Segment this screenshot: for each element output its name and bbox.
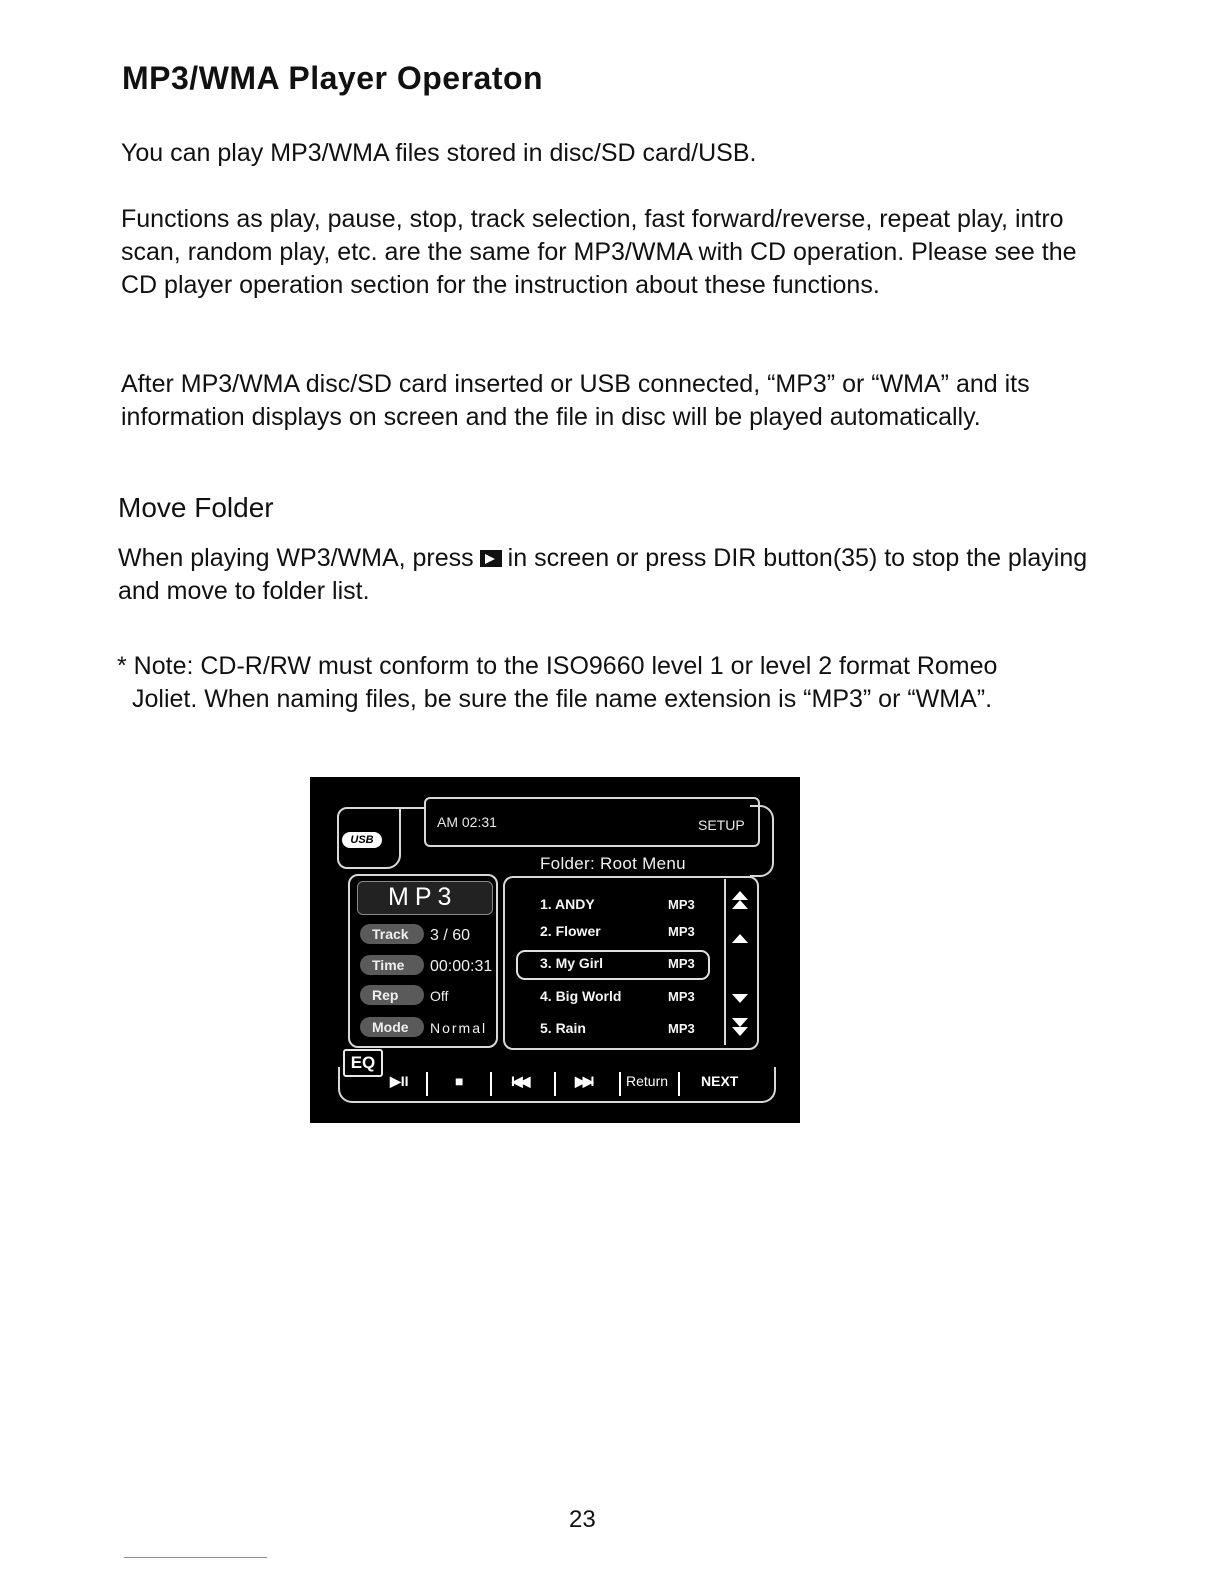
format-label: MP3 (388, 883, 458, 911)
page-up-icon[interactable] (731, 891, 749, 909)
move-folder-paragraph (118, 542, 1108, 608)
player-screen (310, 777, 800, 1123)
list-item[interactable]: 1. ANDY (540, 896, 595, 912)
control-separator (554, 1072, 556, 1096)
control-separator (490, 1072, 492, 1096)
page-title: MP3/WMA Player Operaton (122, 60, 544, 96)
intro-paragraph: You can play MP3/WMA files stored in disc/SD card/USB. (121, 139, 757, 167)
note-paragraph (117, 650, 1117, 716)
track-label: Track (360, 924, 424, 944)
list-item[interactable]: 3. My Girl (540, 955, 604, 971)
folder-title: Folder: Root Menu (540, 854, 686, 873)
next-page-button[interactable]: NEXT (701, 1073, 739, 1089)
track-value: 3 / 60 (430, 927, 471, 944)
list-item[interactable]: 5. Rain (540, 1020, 586, 1036)
move-folder-text-after: in screen or press DIR button(35) to stop the playing and move to folder list. (118, 544, 1088, 605)
previous-track-button[interactable]: I◀◀ (511, 1073, 528, 1089)
list-item-type: MP3 (668, 956, 695, 971)
clock: AM 02:31 (437, 814, 497, 830)
page-number: 23 (569, 1506, 596, 1533)
stop-button[interactable]: ■ (455, 1073, 464, 1089)
repeat-value: Off (430, 988, 449, 1004)
next-track-button[interactable]: ▶▶I (575, 1073, 592, 1089)
time-value: 00:00:31 (430, 958, 493, 975)
setup-button[interactable]: SETUP (698, 817, 745, 833)
scroll-down-icon[interactable] (731, 994, 749, 1012)
scrollbar-divider (724, 879, 726, 1045)
list-item[interactable]: 2. Flower (540, 923, 601, 939)
list-item-type: MP3 (668, 897, 695, 912)
dir-icon (480, 550, 502, 567)
note-line-1: * Note: CD-R/RW must conform to the ISO9660 level 1 or level 2 format Romeo (117, 652, 998, 680)
usb-badge: USB (342, 832, 382, 848)
footer-rule (124, 1557, 267, 1558)
frame-connector (397, 807, 424, 809)
scroll-up-icon[interactable] (731, 934, 749, 952)
repeat-button[interactable]: Rep (360, 985, 424, 1005)
top-bar-edge (750, 805, 774, 877)
move-folder-text-before: When playing WP3/WMA, press (118, 544, 474, 572)
eq-button[interactable]: EQ (343, 1049, 383, 1077)
autoplay-paragraph: After MP3/WMA disc/SD card inserted or USB connected, “MP3” or “WMA” and its information displays on screen and the file in disc will be played automatically. (121, 370, 1030, 431)
list-item-type: MP3 (668, 924, 695, 939)
list-item-type: MP3 (668, 1021, 695, 1036)
control-separator (426, 1072, 428, 1096)
control-separator (678, 1072, 680, 1096)
mode-value: Normal (430, 1020, 488, 1036)
control-separator (619, 1072, 621, 1096)
note-line-2: Joliet. When naming files, be sure the file name extension is “MP3” or “WMA”. (132, 685, 993, 713)
return-button[interactable]: Return (626, 1073, 669, 1089)
page-down-icon[interactable] (731, 1018, 749, 1036)
mode-button[interactable]: Mode (360, 1017, 424, 1037)
list-item-type: MP3 (668, 989, 695, 1004)
list-item[interactable]: 4. Big World (540, 988, 622, 1004)
play-pause-button[interactable]: ▶II (390, 1073, 409, 1089)
time-label: Time (360, 955, 424, 975)
functions-paragraph: Functions as play, pause, stop, track selection, fast forward/reverse, repeat play, intro scan, random play, etc. are the same for MP3/WMA with CD operation. Please see the CD player operation section for the instruction about these functions. (121, 205, 1077, 299)
section-heading: Move Folder (118, 492, 274, 523)
